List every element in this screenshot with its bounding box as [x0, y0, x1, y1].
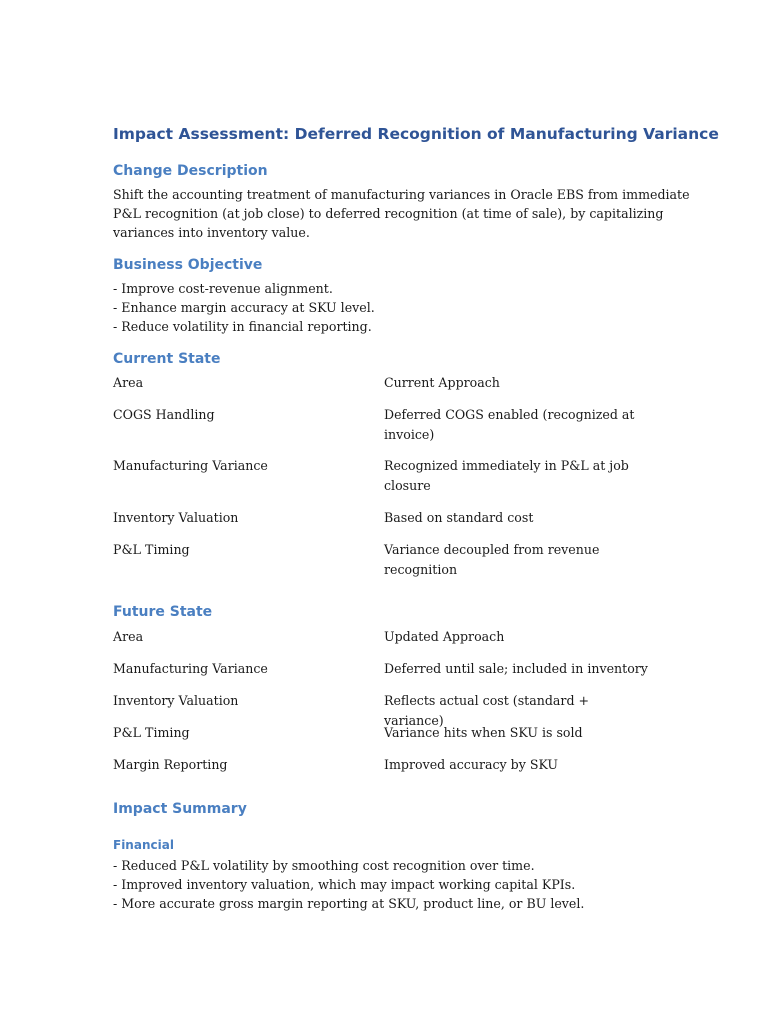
- change-description-line: P&L recognition (at job close) to deferred recognition (at time of sale), by capitalizing: [113, 206, 664, 222]
- column-header-approach: Updated Approach: [384, 629, 505, 644]
- change-description-text: [113, 185, 690, 243]
- table-cell-area: P&L Timing: [113, 542, 190, 557]
- table-cell-approach: Deferred COGS enabled (recognized at invoice): [384, 407, 635, 442]
- table-cell-approach: Variance hits when SKU is sold: [384, 725, 583, 740]
- table-cell-approach: Reflects actual cost (standard + variance): [384, 693, 590, 728]
- business-objective-item: - Enhance margin accuracy at SKU level.: [113, 300, 375, 316]
- financial-impact-item: - Reduced P&L volatility by smoothing cost recognition over time.: [113, 858, 535, 873]
- column-header-approach: Current Approach: [384, 375, 500, 390]
- business-objective-item: - Reduce volatility in financial reporting.: [113, 319, 372, 335]
- financial-impact-list: [113, 856, 643, 914]
- change-description-line: Shift the accounting treatment of manufacturing variances in Oracle EBS from immediate: [113, 187, 690, 202]
- table-cell-area: Manufacturing Variance: [113, 661, 268, 676]
- financial-impact-item: - More accurate gross margin reporting at SKU, product line, or BU level.: [113, 896, 585, 912]
- change-description-line: variances into inventory value.: [113, 225, 310, 241]
- business-objective-heading: Business Objective: [113, 257, 263, 273]
- table-cell-approach: Deferred until sale; included in inventory: [384, 661, 648, 676]
- table-cell-approach: Variance decoupled from revenue recognition: [384, 542, 600, 577]
- future-state-heading: Future State: [113, 604, 213, 620]
- table-cell-approach: Recognized immediately in P&L at job closure: [384, 458, 629, 493]
- table-cell-approach: Based on standard cost: [384, 510, 534, 525]
- business-objective-item: - Improve cost-revenue alignment.: [113, 281, 333, 296]
- impact-summary-heading: Impact Summary: [113, 801, 247, 817]
- table-cell-area: P&L Timing: [113, 725, 190, 740]
- current-state-heading: Current State: [113, 351, 221, 367]
- business-objective-list: [113, 279, 643, 337]
- table-cell-area: Manufacturing Variance: [113, 458, 268, 473]
- table-cell-approach: Improved accuracy by SKU: [384, 757, 559, 772]
- column-header-area: Area: [113, 375, 144, 390]
- financial-impact-item: - Improved inventory valuation, which may impact working capital KPIs.: [113, 877, 576, 893]
- table-cell-area: Inventory Valuation: [113, 693, 239, 708]
- financial-subheading: Financial: [113, 838, 174, 852]
- table-cell-area: Inventory Valuation: [113, 510, 239, 525]
- table-cell-area: Margin Reporting: [113, 757, 228, 772]
- table-cell-area: COGS Handling: [113, 407, 215, 422]
- change-description-heading: Change Description: [113, 163, 268, 179]
- column-header-area: Area: [113, 629, 144, 644]
- document-title: Impact Assessment: Deferred Recognition of Manufacturing Variance: [113, 125, 719, 143]
